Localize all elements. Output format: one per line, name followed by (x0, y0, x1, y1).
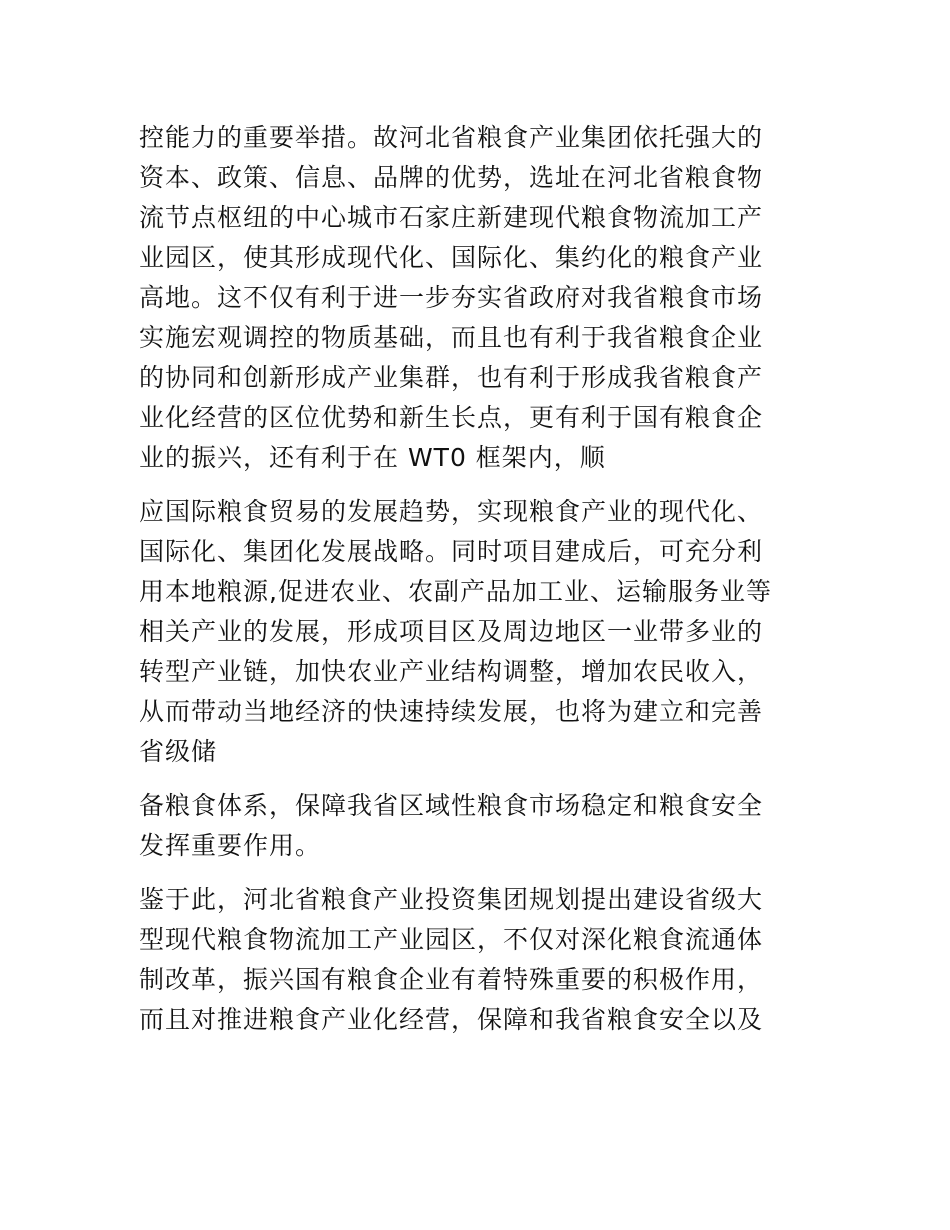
text-line: 控能力的重要举措。故河北省粮食产业集团依托强大的 (139, 123, 764, 152)
text-line: 流节点枢纽的中心城市石家庄新建现代粮食物流加工产 (139, 203, 764, 232)
paragraph-3 (139, 786, 819, 866)
document-body (139, 118, 819, 1054)
text-line: 转型产业链，加快农业产业结构调整，增加农民收入， (139, 657, 764, 686)
paragraph-2 (139, 492, 819, 772)
text-line: 业的振兴，还有利于在 WT0 框架内，顺 (139, 443, 606, 472)
text-line: 的协同和创新形成产业集群，也有利于形成我省粮食产 (139, 363, 764, 392)
text-line: 发挥重要作用。 (139, 831, 322, 860)
text-line: 制改革，振兴国有粮食企业有着特殊重要的积极作用， (139, 965, 764, 994)
text-line: 用本地粮源,促进农业、农副产品加工业、运输服务业等 (139, 577, 772, 606)
text-line: 高地。这不仅有利于进一步夯实省政府对我省粮食市场 (139, 283, 764, 312)
text-line: 应国际粮食贸易的发展趋势，实现粮食产业的现代化、 (139, 497, 764, 526)
text-line: 相关产业的发展，形成项目区及周边地区一业带多业的 (139, 617, 764, 646)
text-line: 实施宏观调控的物质基础，而且也有利于我省粮食企业 (139, 323, 764, 352)
text-line: 国际化、集团化发展战略。同时项目建成后，可充分利 (139, 537, 764, 566)
text-line: 从而带动当地经济的快速持续发展，也将为建立和完善 (139, 697, 764, 726)
text-line: 型现代粮食物流加工产业园区，不仅对深化粮食流通体 (139, 925, 764, 954)
text-line: 鉴于此，河北省粮食产业投资集团规划提出建设省级大 (139, 885, 764, 914)
text-line: 业园区，使其形成现代化、国际化、集约化的粮食产业 (139, 243, 764, 272)
text-line: 业化经营的区位优势和新生长点，更有利于国有粮食企 (139, 403, 764, 432)
text-line: 省级储 (139, 737, 218, 766)
text-line: 而且对推进粮食产业化经营，保障和我省粮食安全以及 (139, 1005, 764, 1034)
text-line: 资本、政策、信息、品牌的优势，选址在河北省粮食物 (139, 163, 764, 192)
paragraph-4 (139, 880, 819, 1040)
paragraph-1 (139, 118, 819, 478)
text-line: 备粮食体系，保障我省区域性粮食市场稳定和粮食安全 (139, 791, 764, 820)
